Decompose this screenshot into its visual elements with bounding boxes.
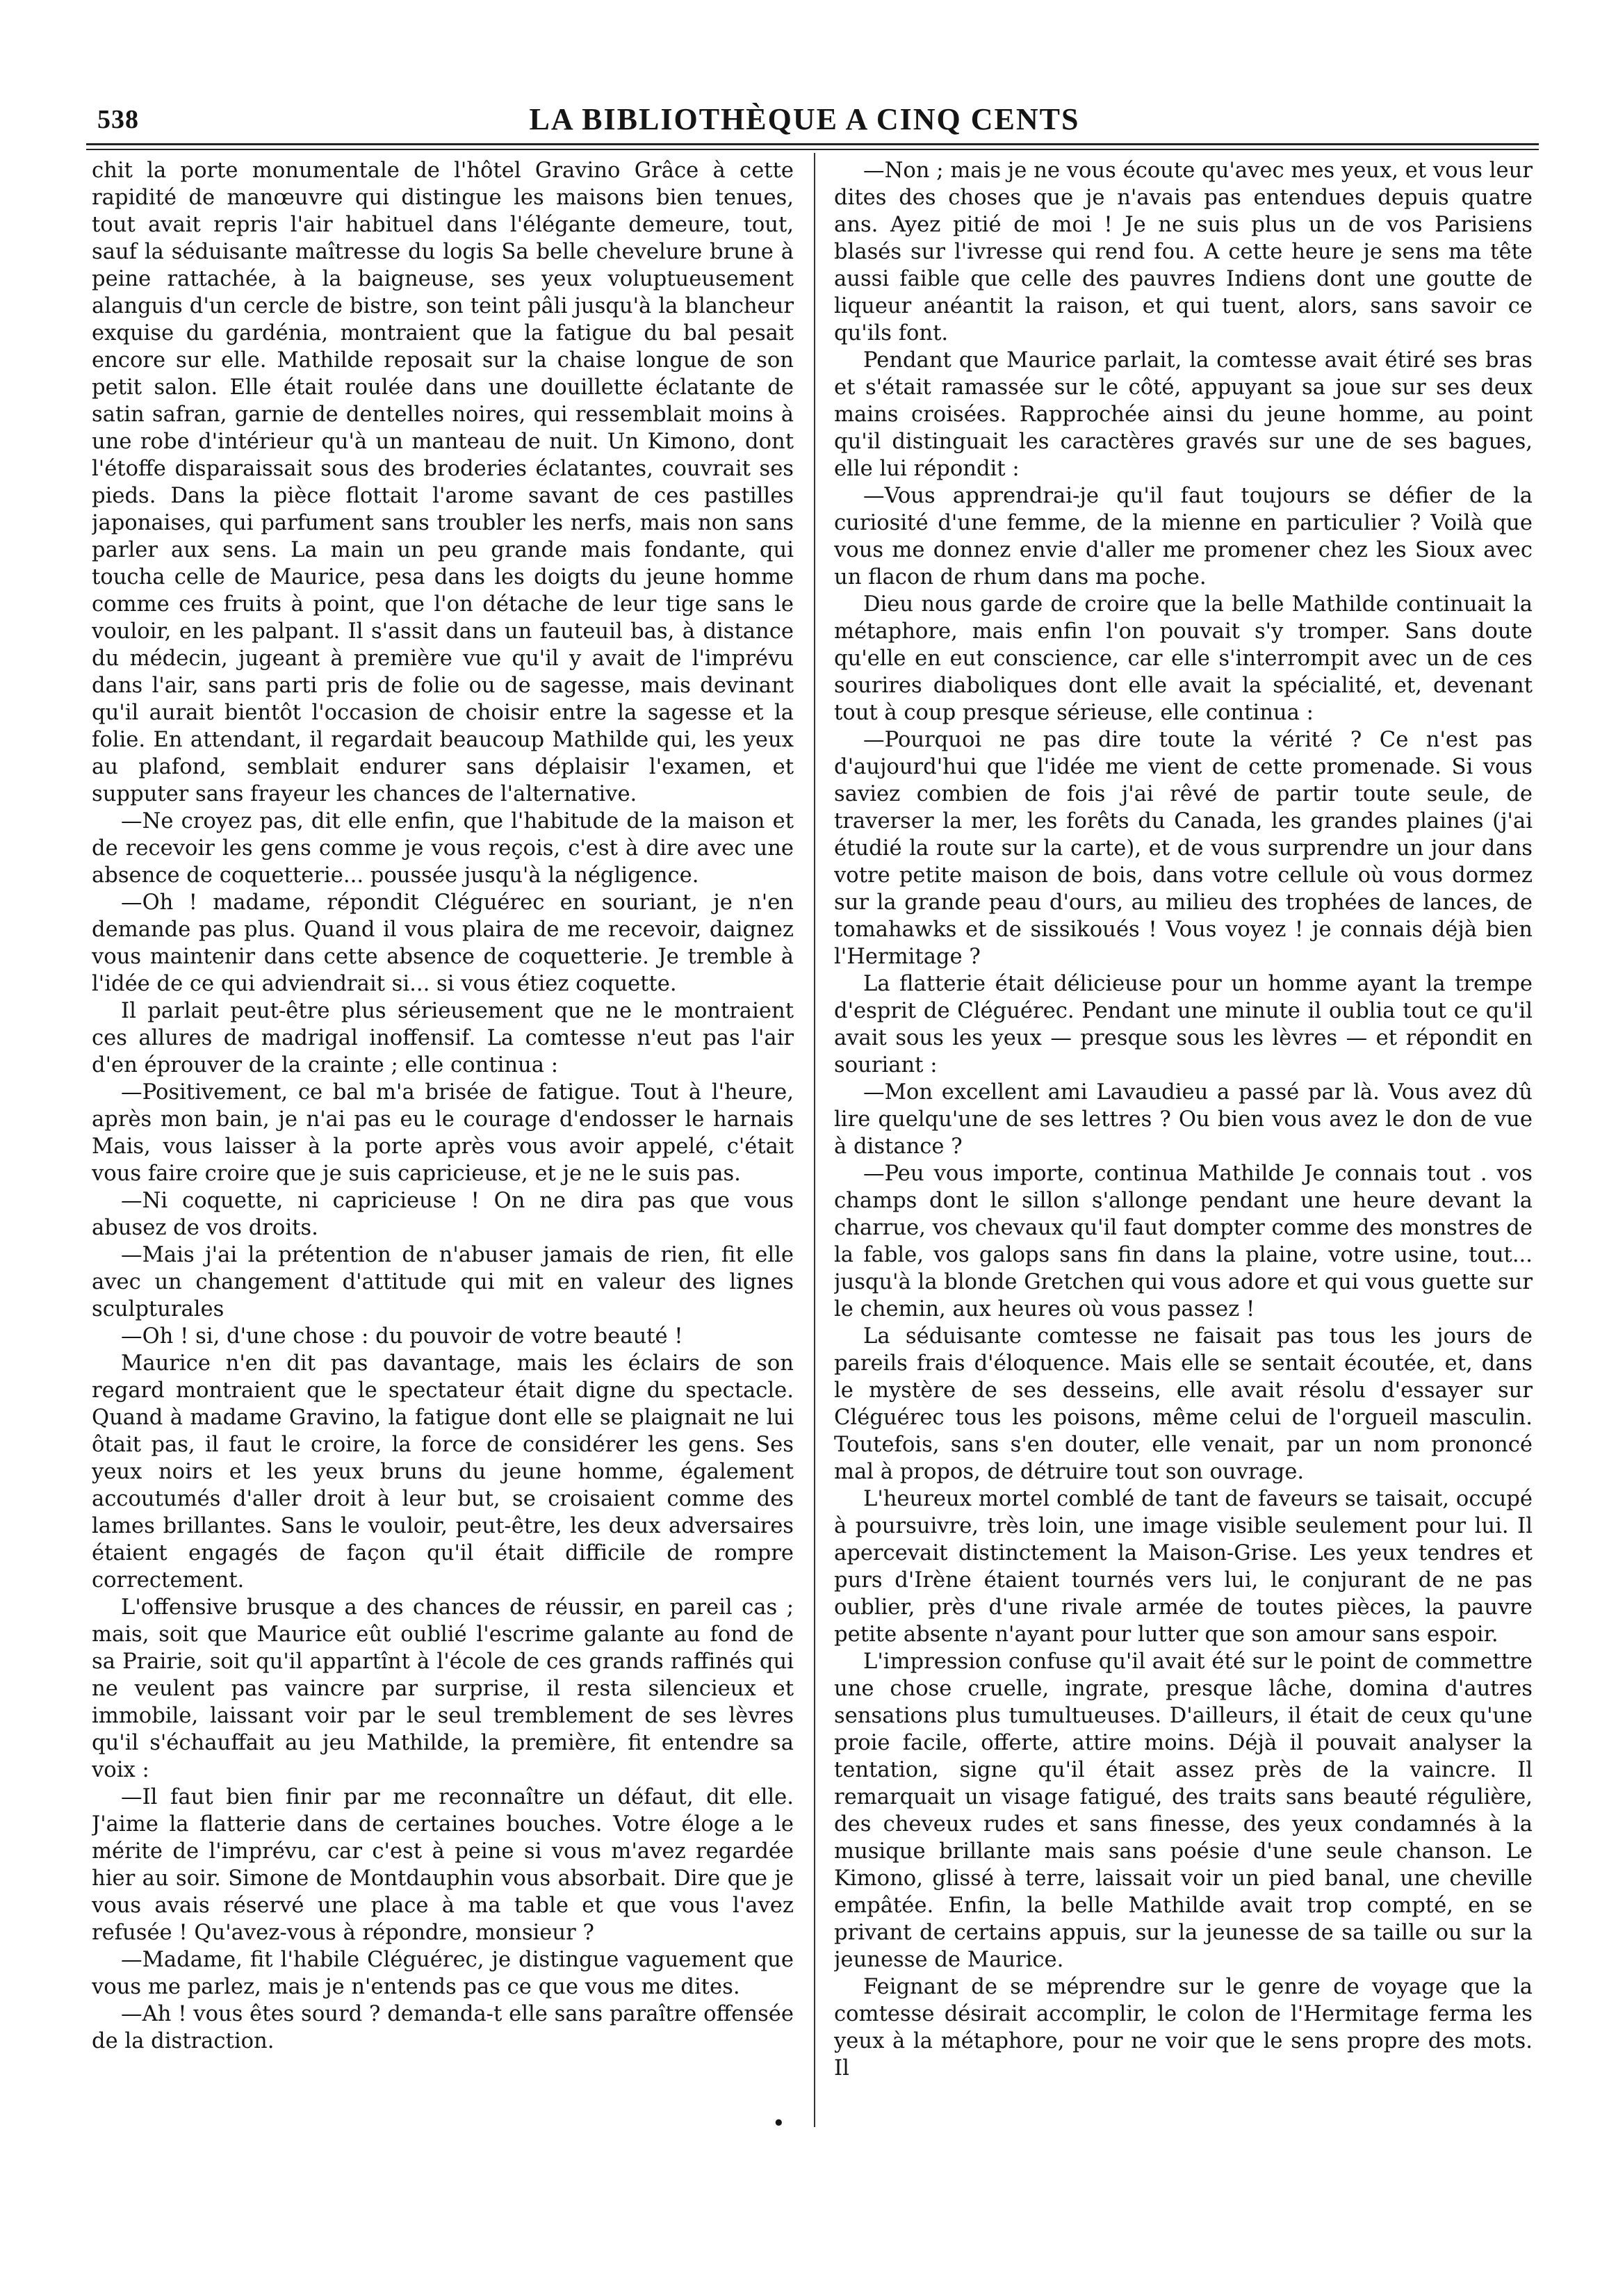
paragraph: La flatterie était délicieuse pour un homme ayant la trempe d'esprit de Cléguérec. Pendant une minute il oublia tout ce qu'il avait sous les yeux — presque sous les lèvres — et répondit en souriant : <box>834 972 1533 1077</box>
paragraph: Maurice n'en dit pas davantage, mais les éclairs de son regard montraient que le spectateur était digne du spectacle. Quand à madame Gravino, la fatigue dont elle se plaignait ne lui ôtait pas, il faut le croire, la force de considérer les gens. Ses yeux noirs et les yeux bruns du jeune homme, également accoutumés d'aller droit à leur but, se croisaient comme des lames brillantes. Sans le vouloir, peut-être, les deux adversaires étaient engagés de façon qu'il était difficile de rompre correctement. <box>92 1351 794 1593</box>
paragraph: L'impression confuse qu'il avait été sur le point de commettre une chose cruelle, ingrate, presque lâche, domina d'autres sensations plus tumultueuses. D'ailleurs, il était de ceux qu'une proie facile, offerte, attire moins. Déjà il pouvait analyser la tentation, signe qu'il était assez près de la vaincre. Il remarquait un visage fatigué, des traits sans beauté régulière, des cheveux rudes et sans finesse, des yeux condamnés à la musique brillante mais sans poésie d'une seule chanson. Le Kimono, glissé à terre, laissait voir un pied banal, une cheville empâtée. Enfin, la belle Mathilde avait trop compté, en se privant de certains appuis, sur la jeunesse de sa taille ou sur la jeunesse de Maurice. <box>834 1650 1533 1972</box>
paragraph: —Mais j'ai la prétention de n'abuser jamais de rien, fit elle avec un changement d'attitude qui mit en valeur des lignes sculpturales <box>92 1243 794 1321</box>
page-number: 538 <box>97 105 139 134</box>
paragraph: —Positivement, ce bal m'a brisée de fatigue. Tout à l'heure, après mon bain, je n'ai pas eu le courage d'endosser le harnais Mais, vous laisser à la porte après vous avoir appelé, c'était vous faire croire que je suis capricieuse, et je ne le suis pas. <box>92 1080 794 1186</box>
paragraph: —Oh ! si, d'une chose : du pouvoir de votre beauté ! <box>121 1324 683 1349</box>
paragraph: Il parlait peut-être plus sérieusement que ne le montraient ces allures de madrigal inoffensif. La comtesse n'eut pas l'air d'en éprouver de la crainte ; elle continua : <box>92 999 794 1077</box>
print-mark: • <box>773 2113 785 2134</box>
paragraph: —Vous apprendrai-je qu'il faut toujours se défier de la curiosité d'une femme, de la mienne en particulier ? Voilà que vous me donnez envie d'aller me promener chez les Sioux avec un flacon de rhum dans ma poche. <box>834 484 1533 589</box>
paragraph: Pendant que Maurice parlait, la comtesse avait étiré ses bras et s'était ramassée sur le côté, appuyant sa joue sur ses deux mains croisées. Rapprochée ainsi du jeune homme, au point qu'il distinguait les caractères gravés sur une de ses bagues, elle lui répondit : <box>834 348 1533 481</box>
paragraph: —Ah ! vous êtes sourd ? demanda-t elle sans paraître offensée de la distraction. <box>92 2002 794 2053</box>
header-rule-thin <box>86 149 1539 150</box>
paragraph: L'heureux mortel comblé de tant de faveurs se taisait, occupé à poursuivre, très loin, une image visible seulement pour lui. Il apercevait distinctement la Maison-Grise. Les yeux tendres et purs d'Irène étaient tournés vers lui, le conjurant de ne pas oublier, près d'une rivale armée de toutes pièces, la pauvre petite absente n'ayant pour lutter que son amour sans espoir. <box>834 1487 1533 1647</box>
paragraph: —Non ; mais je ne vous écoute qu'avec mes yeux, et vous leur dites des choses que je n'avais pas entendues depuis quatre ans. Ayez pitié de moi ! Je ne suis plus un de vos Parisiens blasés sur l'ivresse qui rend fou. A cette heure je sens ma tête aussi faible que celle des pauvres Indiens dont une goutte de liqueur anéantit la raison, et qui tuent, alors, sans savoir ce qu'ils font. <box>834 158 1533 345</box>
paragraph: L'offensive brusque a des chances de réussir, en pareil cas ; mais, soit que Maurice eût oublié l'escrime galante au fond de sa Prairie, soit qu'il appartînt à l'école de ces grands raffinés qui ne veulent pas vaincre par surprise, il resta silencieux et immobile, laissant voir par le seul tremblement de ses lèvres qu'il s'échauffait au jeu Mathilde, la première, fit entendre sa voix : <box>92 1595 794 1782</box>
left-column <box>92 157 794 2131</box>
paragraph: —Ni coquette, ni capricieuse ! On ne dira pas que vous abusez de vos droits. <box>92 1189 794 1240</box>
paragraph: —Peu vous importe, continua Mathilde Je connais tout . vos champs dont le sillon s'allonge pendant une heure devant la charrue, vos chevaux qu'il faut dompter comme des monstres de la fable, vos galops sans fin dans la plaine, votre usine, tout... jusqu'à la blonde Gretchen qui vous adore et qui vous guette sur le chemin, aux heures où vous passez ! <box>834 1162 1533 1321</box>
column-divider <box>814 153 815 2127</box>
header-rule <box>86 143 1539 145</box>
paragraph: —Oh ! madame, répondit Cléguérec en souriant, je n'en demande pas plus. Quand il vous plaira de me recevoir, daignez vous maintenir dans cette absence de coquetterie. Je tremble à l'idée de ce qui adviendrait si... si vous étiez coquette. <box>92 890 794 996</box>
paragraph: La séduisante comtesse ne faisait pas tous les jours de pareils frais d'éloquence. Mais elle se sentait écoutée, et, dans le mystère de ses desseins, elle avait résolu d'essayer sur Cléguérec tous les poisons, même celui de l'orgueil masculin. Toutefois, sans s'en douter, elle venait, par un nom prononcé mal à propos, de détruire tout son ouvrage. <box>834 1324 1533 1484</box>
paragraph: —Mon excellent ami Lavaudieu a passé par là. Vous avez dû lire quelqu'une de ses lettres ? Ou bien vous avez le don de vue à distance ? <box>834 1080 1533 1159</box>
paragraph: Feignant de se méprendre sur le genre de voyage que la comtesse désirait accomplir, le colon de l'Hermitage ferma les yeux à la métaphore, pour ne voir que le sens propre des mots. Il <box>834 1975 1533 2081</box>
paragraph: —Il faut bien finir par me reconnaître un défaut, dit elle. J'aime la flatterie dans de certaines bouches. Votre éloge a le mérite de l'imprévu, car c'est à peine si vous m'avez regardée hier au soir. Simone de Montdauphin vous absorbait. Dire que je vous avais réservé une place à ma table et que vous l'avez refusée ! Qu'avez-vous à répondre, monsieur ? <box>92 1785 794 1945</box>
paragraph: chit la porte monumentale de l'hôtel Gravino Grâce à cette rapidité de manœuvre qui distingue les maisons bien tenues, tout avait repris l'air habituel dans l'élégante demeure, tout, sauf la séduisante maîtresse du logis Sa belle chevelure brune à peine rattachée, à la baigneuse, ses yeux voluptueusement alanguis d'un cercle de bistre, son teint pâli jusqu'à la blancheur exquise du gardénia, montraient que la fatigue du bal pesait encore sur elle. Mathilde reposait sur la chaise longue de son petit salon. Elle était roulée dans une douillette éclatante de satin safran, garnie de dentelles noires, qui ressemblait moins à une robe d'intérieur qu'à un manteau de nuit. Un Kimono, dont l'étoffe disparaissait sous des broderies éclatantes, couvrait ses pieds. Dans la pièce flottait l'arome savant de ces pastilles japonaises, qui parfument sans troubler les nerfs, mais non sans parler aux sens. La main un peu grande mais fondante, qui toucha celle de Maurice, pesa dans les doigts du jeune homme comme ces fruits à point, que l'on détache de leur tige sans le vouloir, en les palpant. Il s'assit dans un fauteuil bas, à distance du médecin, jugeant à première vue qu'il y avait de l'imprévu dans l'air, sans parti pris de folie ou de sagesse, mais devinant qu'il aurait bientôt l'occasion de choisir entre la sagesse et la folie. En attendant, il regardait beaucoup Mathilde qui, les yeux au plafond, semblait endurer sans déplaisir l'examen, et supputer sans frayeur les chances de l'alternative. <box>92 158 794 806</box>
paragraph: Dieu nous garde de croire que la belle Mathilde continuait la métaphore, mais enfin l'on pouvait s'y tromper. Sans doute qu'elle en eut conscience, car elle s'interrompit avec un de ces sourires diaboliques dont elle avait la spécialité, et, devenant tout à coup presque sérieuse, elle continua : <box>834 592 1533 725</box>
paragraph: —Pourquoi ne pas dire toute la vérité ? Ce n'est pas d'aujourd'hui que l'idée me vient de cette promenade. Si vous saviez combien de fois j'ai rêvé de partir toute seule, de traverser la mer, les forêts du Canada, les grandes plaines (j'ai étudié la route sur la carte), et de vous surprendre un jour dans votre petite maison de bois, dans votre cellule où vous dormez sur la grande peau d'ours, au milieu des trophées de lances, de tomahawks et de sissikoués ! Vous voyez ! je connais déjà bien l'Hermitage ? <box>834 728 1533 969</box>
right-column <box>834 157 1533 2131</box>
paragraph: —Ne croyez pas, dit elle enfin, que l'habitude de la maison et de recevoir les gens comme je vous reçois, c'est à dire avec une absence de coquetterie... poussée jusqu'à la négligence. <box>92 809 794 888</box>
running-title: LA BIBLIOTHÈQUE A CINQ CENTS <box>529 102 1080 136</box>
paragraph: —Madame, fit l'habile Cléguérec, je distingue vaguement que vous me parlez, mais je n'entends pas ce que vous me dites. <box>92 1948 794 1999</box>
